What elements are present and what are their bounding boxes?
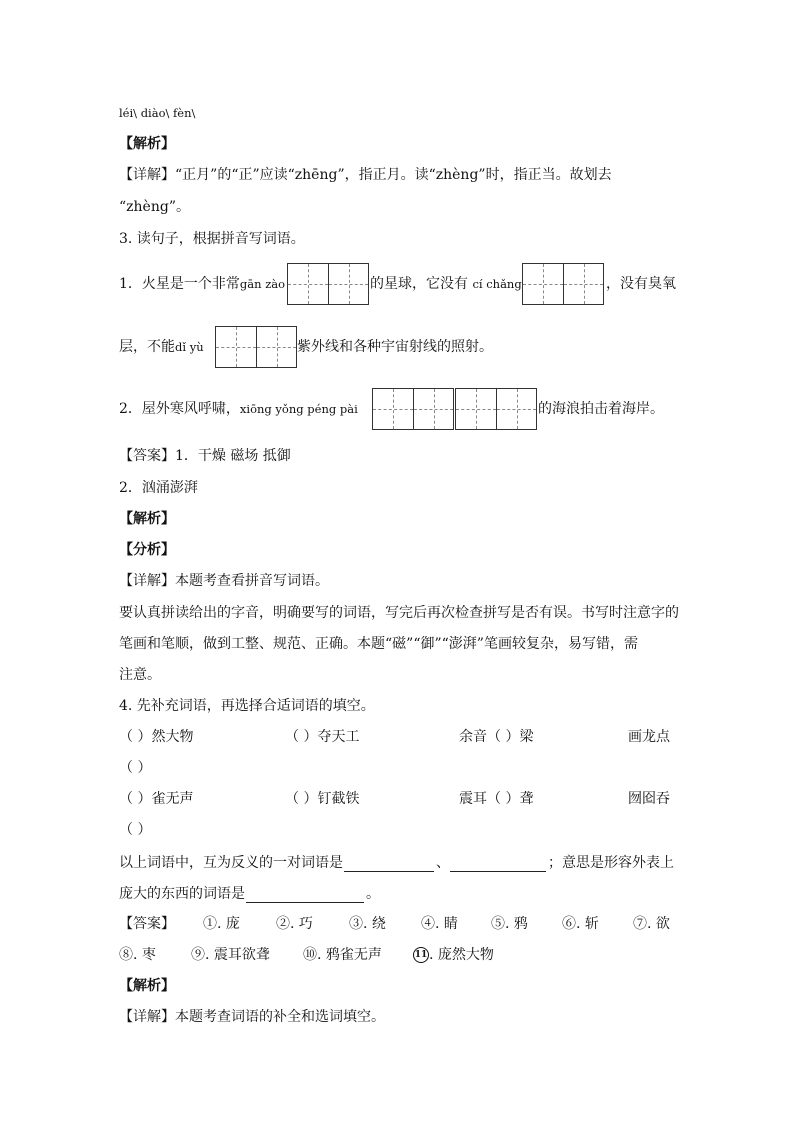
fill-line-1-sep: 、 xyxy=(436,855,450,871)
idiom-8: 囫囵吞 xyxy=(628,791,670,807)
sentence-1-part-b: 的星球，它没有 cí chǎng xyxy=(370,276,522,292)
answer-4-item: ⑩. 鸦雀无声 xyxy=(303,947,382,963)
fill-line-1-a: 以上词语中，互为反义的一对词语是 xyxy=(119,855,343,871)
fill-line-2-b: 。 xyxy=(366,886,380,902)
idiom-8-blank: （ ） xyxy=(119,822,152,838)
explanation-line-cont: “zhèng”。 xyxy=(119,199,190,215)
idiom-2: （ ）夺天工 xyxy=(285,729,360,745)
answer-4-label: 【答案】 xyxy=(119,916,175,932)
fenxi-heading: 【分析】 xyxy=(119,542,175,558)
answer-blank-2[interactable] xyxy=(450,853,546,872)
answer-4-item: ⑦. 欲 xyxy=(633,916,670,932)
paragraph-line-1: 要认真拼读给出的字音，明确要写的词语，写完后再次检查拼写是否有误。书写时注意字的 xyxy=(119,605,679,621)
idiom-7: 震耳（ ）聋 xyxy=(459,791,534,807)
answer-3-line-1: 【答案】1．干燥 磁场 抵御 xyxy=(119,448,291,464)
analysis-heading: 【解析】 xyxy=(119,136,175,152)
writing-grid-cichang[interactable] xyxy=(522,263,604,305)
question-3-title: 3. 读句子，根据拼音写词语。 xyxy=(119,231,305,247)
fill-line-1-c: ；意思是形容外表上 xyxy=(548,855,674,871)
paragraph-line-3: 注意。 xyxy=(119,667,161,683)
fill-line-2-a: 庞大的东西的词语是 xyxy=(119,886,245,902)
sentence-1-part-d: 层，不能dǐ yù xyxy=(119,339,204,355)
answer-4-item: ①. 庞 xyxy=(203,916,240,932)
answer-3-line-2: 2．汹涌澎湃 xyxy=(119,480,198,496)
pinyin-answer-line: léi\ diào\ fèn\ xyxy=(119,106,196,120)
analysis-heading-2: 【解析】 xyxy=(119,511,175,527)
idiom-4: 画龙点 xyxy=(628,729,670,745)
question-4-title: 4. 先补充词语，再选择合适词语的填空。 xyxy=(119,698,375,714)
sentence-1-part-e: 紫外线和各种宇宙射线的照射。 xyxy=(297,339,493,355)
writing-grid-ganzao[interactable] xyxy=(287,263,369,305)
idiom-5: （ ）雀无声 xyxy=(119,791,194,807)
idiom-3: 余音（ ）梁 xyxy=(459,729,534,745)
answer-4-item: ④. 睛 xyxy=(421,916,458,932)
sentence-2-part-a: 2．屋外寒风呼啸，xiōng yǒng péng pài xyxy=(119,401,358,417)
paragraph-line-2: 笔画和笔顺，做到工整、规范、正确。本题“磁”“御”“澎湃”笔画较复杂，易写错，需 xyxy=(119,636,638,652)
answer-4-item: ⑤. 鸦 xyxy=(491,916,528,932)
answer-blank-3[interactable] xyxy=(246,884,364,903)
answer-4-item-11: 11 . 庞然大物 xyxy=(414,947,494,963)
writing-grid-pengpai[interactable] xyxy=(455,388,537,430)
answer-4-item: ⑥. 斩 xyxy=(562,916,599,932)
explanation-line: 【详解】“正月”的“正”应读“zhēng”，指正月。读“zhèng”时，指正当。故划去 xyxy=(119,167,612,183)
answer-4-item: ②. 巧 xyxy=(276,916,313,932)
detail-line: 【详解】本题考查看拼音写词语。 xyxy=(119,573,329,589)
writing-grid-diyu[interactable] xyxy=(215,326,297,368)
answer-blank-1[interactable] xyxy=(344,853,434,872)
detail-line-2: 【详解】本题考查词语的补全和选词填空。 xyxy=(119,1009,385,1025)
circled-number-11: 11 xyxy=(413,947,429,963)
idiom-1: （ ）然大物 xyxy=(119,729,194,745)
idiom-4-blank: （ ） xyxy=(119,760,152,776)
analysis-heading-3: 【解析】 xyxy=(119,978,175,994)
sentence-1-part-c: ，没有臭氧 xyxy=(606,276,676,292)
sentence-1-part-a: 1．火星是一个非常gān zào xyxy=(119,276,286,292)
answer-4-item: ⑧. 枣 xyxy=(119,947,156,963)
sentence-2-part-b: 的海浪拍击着海岸。 xyxy=(538,401,664,417)
answer-4-item: ③. 绕 xyxy=(349,916,386,932)
answer-4-item: ⑨. 震耳欲聋 xyxy=(191,947,270,963)
writing-grid-xiongyong[interactable] xyxy=(372,388,454,430)
idiom-6: （ ）钉截铁 xyxy=(285,791,360,807)
